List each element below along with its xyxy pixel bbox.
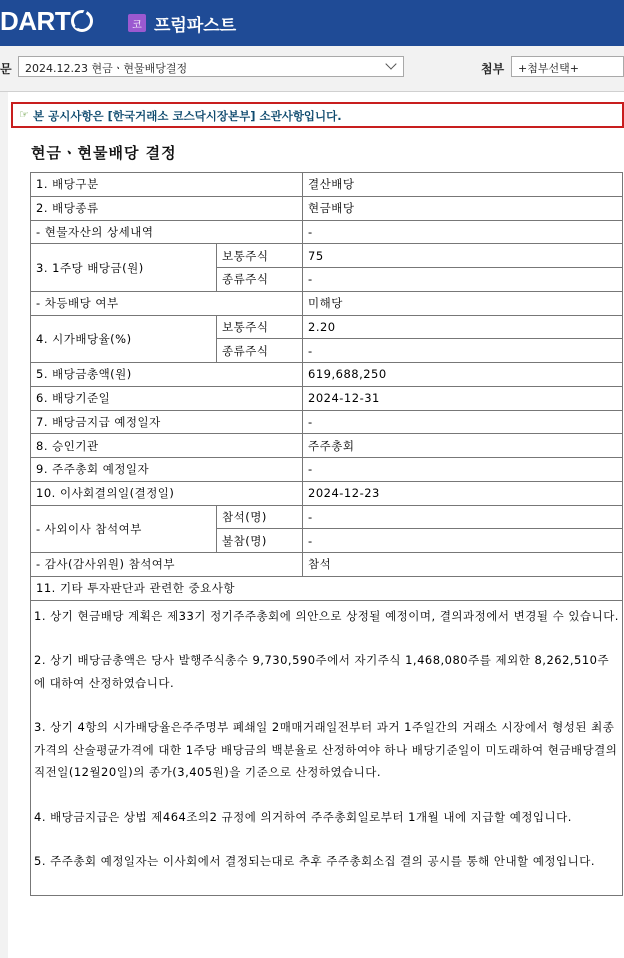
dart-logo[interactable] (0, 6, 93, 37)
notice-text: 본 공시사항은 [한국거래소 코스닥시장본부] 소관사항입니다. (33, 109, 342, 123)
logo-circle-icon (71, 10, 93, 32)
company-name-text: 프럼파스트 (154, 15, 237, 36)
row-label: 11. 기타 투자판단과 관련한 중요사항 (31, 576, 623, 600)
row-value: - (303, 505, 623, 529)
row-value: 619,688,250 (303, 363, 623, 387)
note-paragraph: 1. 상기 현금배당 계획은 제33기 정기주주총회에 의안으로 상정될 예정이며, 결의과정에서 변경될 수 있습니다. (34, 608, 619, 623)
notice-box (11, 102, 624, 128)
row-value: 2024-12-23 (303, 481, 623, 505)
sub-label: 보통주식 (217, 315, 303, 339)
attachment-select-value: +첨부선택+ (518, 62, 579, 75)
note-paragraph: 4. 배당금지급은 상법 제464조의2 규정에 의거하여 주주총회일로부터 1개월 내에 지급할 예정입니다. (34, 809, 572, 824)
row-label: - 사외이사 참석여부 (31, 505, 217, 553)
row-label: - 감사(감사위원) 참석여부 (31, 553, 303, 577)
row-label: 6. 배당기준일 (31, 386, 303, 410)
table-row (31, 244, 623, 268)
row-value: 75 (303, 244, 623, 268)
row-label: 5. 배당금총액(원) (31, 363, 303, 387)
note-paragraph: 3. 상기 4항의 시가배당율은주주명부 폐쇄일 2매매거래일전부터 과거 1주일간의 거래소 시장에서 형성된 최종가격의 산술평균가격에 대한 1주당 배당금의 백분율로 산정하여야 하나 배당기준일이 미도래하여 현금배당결의 직전일(12월20일)의 종가(3,405원)을 기준으로 산정하였습니다. (34, 720, 618, 779)
row-value: 2024-12-31 (303, 386, 623, 410)
sub-label: 참석(명) (217, 505, 303, 529)
table-row (31, 553, 623, 577)
row-value: 결산배당 (303, 173, 623, 197)
row-value: - (303, 339, 623, 363)
top-bar (0, 0, 624, 46)
document-title: 현금ㆍ현물배당 결정 (31, 144, 177, 162)
row-label: - 현물자산의 상세내역 (31, 220, 303, 244)
row-value: 참석 (303, 553, 623, 577)
note-paragraph: 2. 상기 배당금총액은 당사 발행주식총수 9,730,590주에서 자기주식 1,468,080주를 제외한 8,262,510주에 대하여 산정하였습니다. (34, 653, 610, 690)
row-value: - (303, 410, 623, 434)
table-row (31, 458, 623, 482)
sub-label: 보통주식 (217, 244, 303, 268)
row-label: 8. 승인기관 (31, 434, 303, 458)
document-select[interactable] (18, 56, 404, 77)
table-row (31, 505, 623, 529)
row-label: 2. 배당종류 (31, 196, 303, 220)
table-row (31, 386, 623, 410)
row-value: - (303, 220, 623, 244)
table-row (31, 410, 623, 434)
row-value: 2.20 (303, 315, 623, 339)
notes-row (31, 600, 623, 895)
market-badge: 코 (128, 14, 146, 32)
row-value: 미해당 (303, 291, 623, 315)
document-select-value: 2024.12.23 현금ㆍ현물배당결정 (25, 62, 188, 75)
row-label: 1. 배당구분 (31, 173, 303, 197)
table-row (31, 481, 623, 505)
table-row (31, 291, 623, 315)
company-name (128, 11, 236, 35)
note-paragraph: 5. 주주총회 예정일자는 이사회에서 결정되는대로 추후 주주총회소집 결의 공시를 통해 안내할 예정입니다. (34, 854, 596, 868)
row-label: 4. 시가배당율(%) (31, 315, 217, 363)
table-row (31, 363, 623, 387)
table-row (31, 173, 623, 197)
row-label: 7. 배당금지급 예정일자 (31, 410, 303, 434)
table-row (31, 196, 623, 220)
table-row (31, 434, 623, 458)
toolbar (0, 46, 624, 92)
row-label: 3. 1주당 배당금(원) (31, 244, 217, 292)
logo-text: DART (0, 6, 71, 36)
table-row (31, 220, 623, 244)
pointing-hand-icon: ☞ (19, 108, 29, 121)
attachment-select[interactable] (511, 56, 624, 77)
document-label: 문 (0, 62, 12, 76)
sub-label: 불참(명) (217, 529, 303, 553)
table-row (31, 576, 623, 600)
row-label: - 차등배당 여부 (31, 291, 303, 315)
row-value: 주주총회 (303, 434, 623, 458)
row-value: - (303, 268, 623, 292)
row-value: - (303, 458, 623, 482)
table-row (31, 315, 623, 339)
row-value: 현금배당 (303, 196, 623, 220)
attachment-label: 첨부 (481, 62, 505, 76)
row-label: 10. 이사회결의일(결정일) (31, 481, 303, 505)
sub-label: 종류주식 (217, 268, 303, 292)
chevron-down-icon (385, 58, 396, 69)
notes-cell (31, 600, 623, 895)
row-label: 9. 주주총회 예정일자 (31, 458, 303, 482)
sub-label: 종류주식 (217, 339, 303, 363)
dividend-table (30, 172, 623, 896)
row-value: - (303, 529, 623, 553)
